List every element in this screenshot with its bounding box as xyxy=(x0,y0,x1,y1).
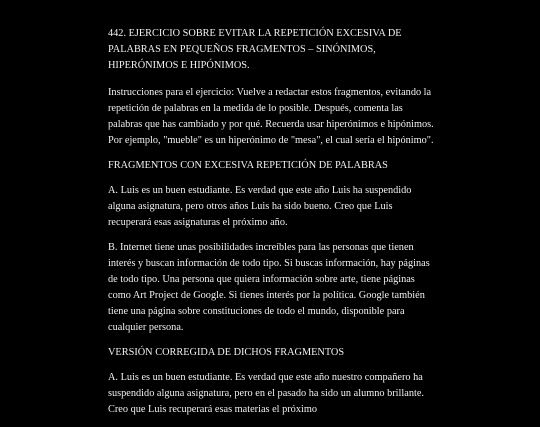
section-heading-corrected: VERSIÓN CORREGIDA DE DICHOS FRAGMENTOS xyxy=(108,347,345,358)
fragment-a: A. Luis es un buen estudiante. Es verdad que este año Luis ha suspendido alguna asignatura, pero otros años Luis ha sido bueno. Creo que Luis recuperará esas asignaturas el próximo año. xyxy=(108,185,412,228)
corrected-fragment-a: A. Luis es un buen estudiante. Es verdad que este año nuestro compañero ha suspendido alguna asignatura, pero en el pasado ha sido un alumno brillante. Creo que Luis recuperará esas materias el próximo xyxy=(108,372,424,415)
document-content xyxy=(108,26,438,427)
exercise-title: 442. EJERCICIO SOBRE EVITAR LA REPETICIÓN EXCESIVA DE PALABRAS EN PEQUEÑOS FRAGMENTOS – SINÓNIMOS, HIPERÓNIMOS E HIPÓNIMOS. xyxy=(108,28,402,71)
fragment-b: B. Internet tiene unas posibilidades increíbles para las personas que tienen interés y buscan información de todo tipo. Si buscas información, hay páginas de todo tipo. Una persona que quiera información sobre arte, tiene páginas como Art Project de Google. Si tienes interés por la política. Google también tiene una página sobre constituciones de todo el mundo, disponible para cualquier persona. xyxy=(108,242,430,333)
section-heading-repetition: FRAGMENTOS CON EXCESIVA REPETICIÓN DE PALABRAS xyxy=(108,160,388,171)
exercise-instructions: Instrucciones para el ejercicio: Vuelve a redactar estos fragmentos, evitando la repetición de palabras en la medida de lo posible. Después, comenta las palabras que has cambiado y por qué. Recuerda usar hiperónimos e hipónimos. Por ejemplo, "mueble" es un hiperónimo de "mesa", el cual sería el hipónimo". xyxy=(108,87,434,146)
